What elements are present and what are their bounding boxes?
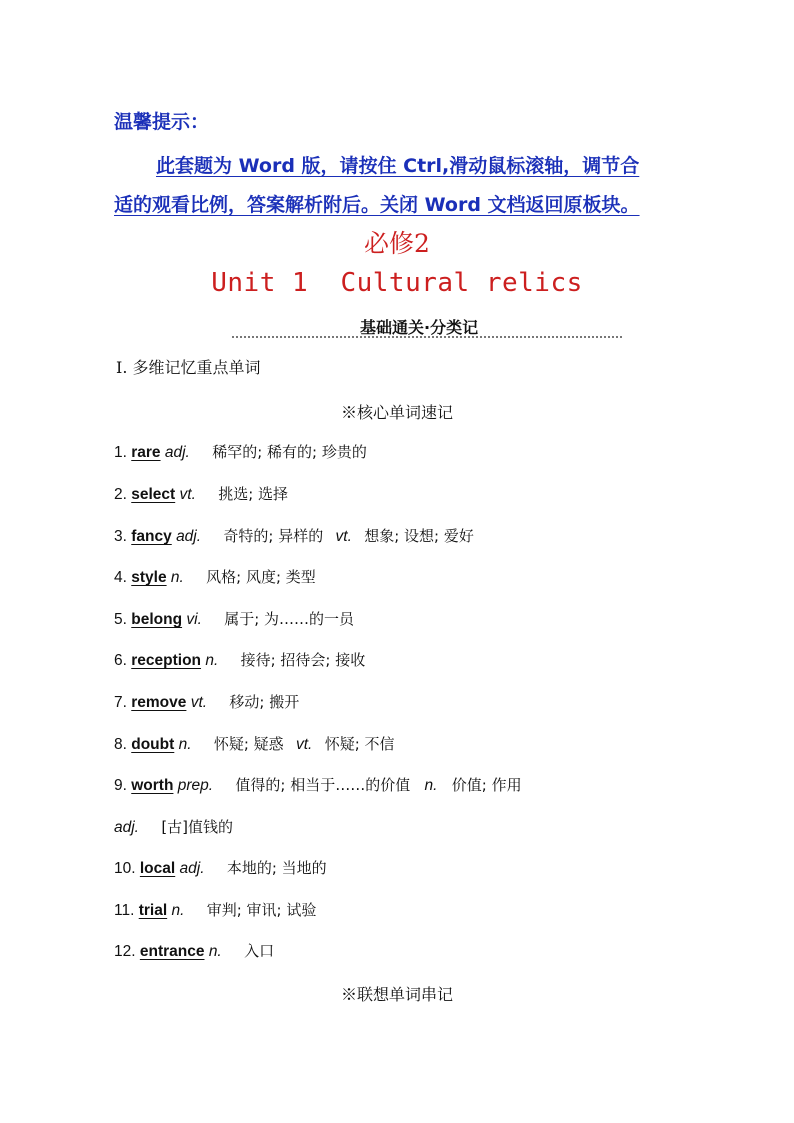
part-heading: Ⅰ. 多维记忆重点单词 [116,358,261,377]
vocab-entry: 3. fancy adj. 奇特的; 异样的 vt. 想象; 设想; 爱好 [114,527,474,545]
vocab-entry: 8. doubt n. 怀疑; 疑惑 vt. 怀疑; 不信 [114,735,395,753]
vocab-entry: 11. trial n. 审判; 审讯; 试验 [114,901,317,919]
vocab-word: fancy [131,528,172,545]
tip-line-2: 适的观看比例，答案解析附后。关闭 Word 文档返回原板块。 [114,194,640,216]
dotted-divider [232,336,622,338]
section-heading: 基础通关·分类记 [360,318,479,337]
vocab-word: doubt [131,736,175,753]
subheading-associated-words: ※联想单词串记 [340,985,453,1004]
vocab-entry: 4. style n. 风格; 风度; 类型 [114,568,316,586]
vocab-entry: 5. belong vi. 属于; 为……的一员 [114,610,355,628]
tip-body [114,147,692,225]
vocab-word: worth [131,777,174,794]
tip-line-1: 此套题为 Word 版，请按住 Ctrl,滑动鼠标滚轴，调节合 [156,155,640,177]
vocab-entry-continuation: adj. [古]值钱的 [114,818,234,836]
vocab-word: style [131,569,167,586]
tip-title: 温馨提示： [114,111,210,133]
vocab-entry: 1. rare adj. 稀罕的; 稀有的; 珍贵的 [114,443,367,461]
vocab-entry: 9. worth prep. 值得的; 相当于……的价值 n. 价值; 作用 [114,776,522,794]
vocab-entry: 7. remove vt. 移动; 搬开 [114,693,300,711]
vocab-word: entrance [139,943,205,960]
unit-title: Unit 1 Cultural relics [211,268,583,298]
vocab-word: local [139,860,176,877]
vocab-word: select [131,486,176,503]
book-title: 必修2 [364,229,430,258]
vocab-entry: 6. reception n. 接待; 招待会; 接收 [114,651,366,669]
vocab-word: rare [131,444,161,461]
vocab-entry: 2. select vt. 挑选; 选择 [114,485,289,503]
vocab-word: trial [138,902,168,919]
subheading-core-words: ※核心单词速记 [340,403,453,422]
vocab-entry: 12. entrance n. 入口 [114,942,275,960]
vocab-word: remove [131,694,187,711]
vocab-entry: 10. local adj. 本地的; 当地的 [114,859,327,877]
vocab-word: belong [131,611,183,628]
vocab-word: reception [131,652,202,669]
